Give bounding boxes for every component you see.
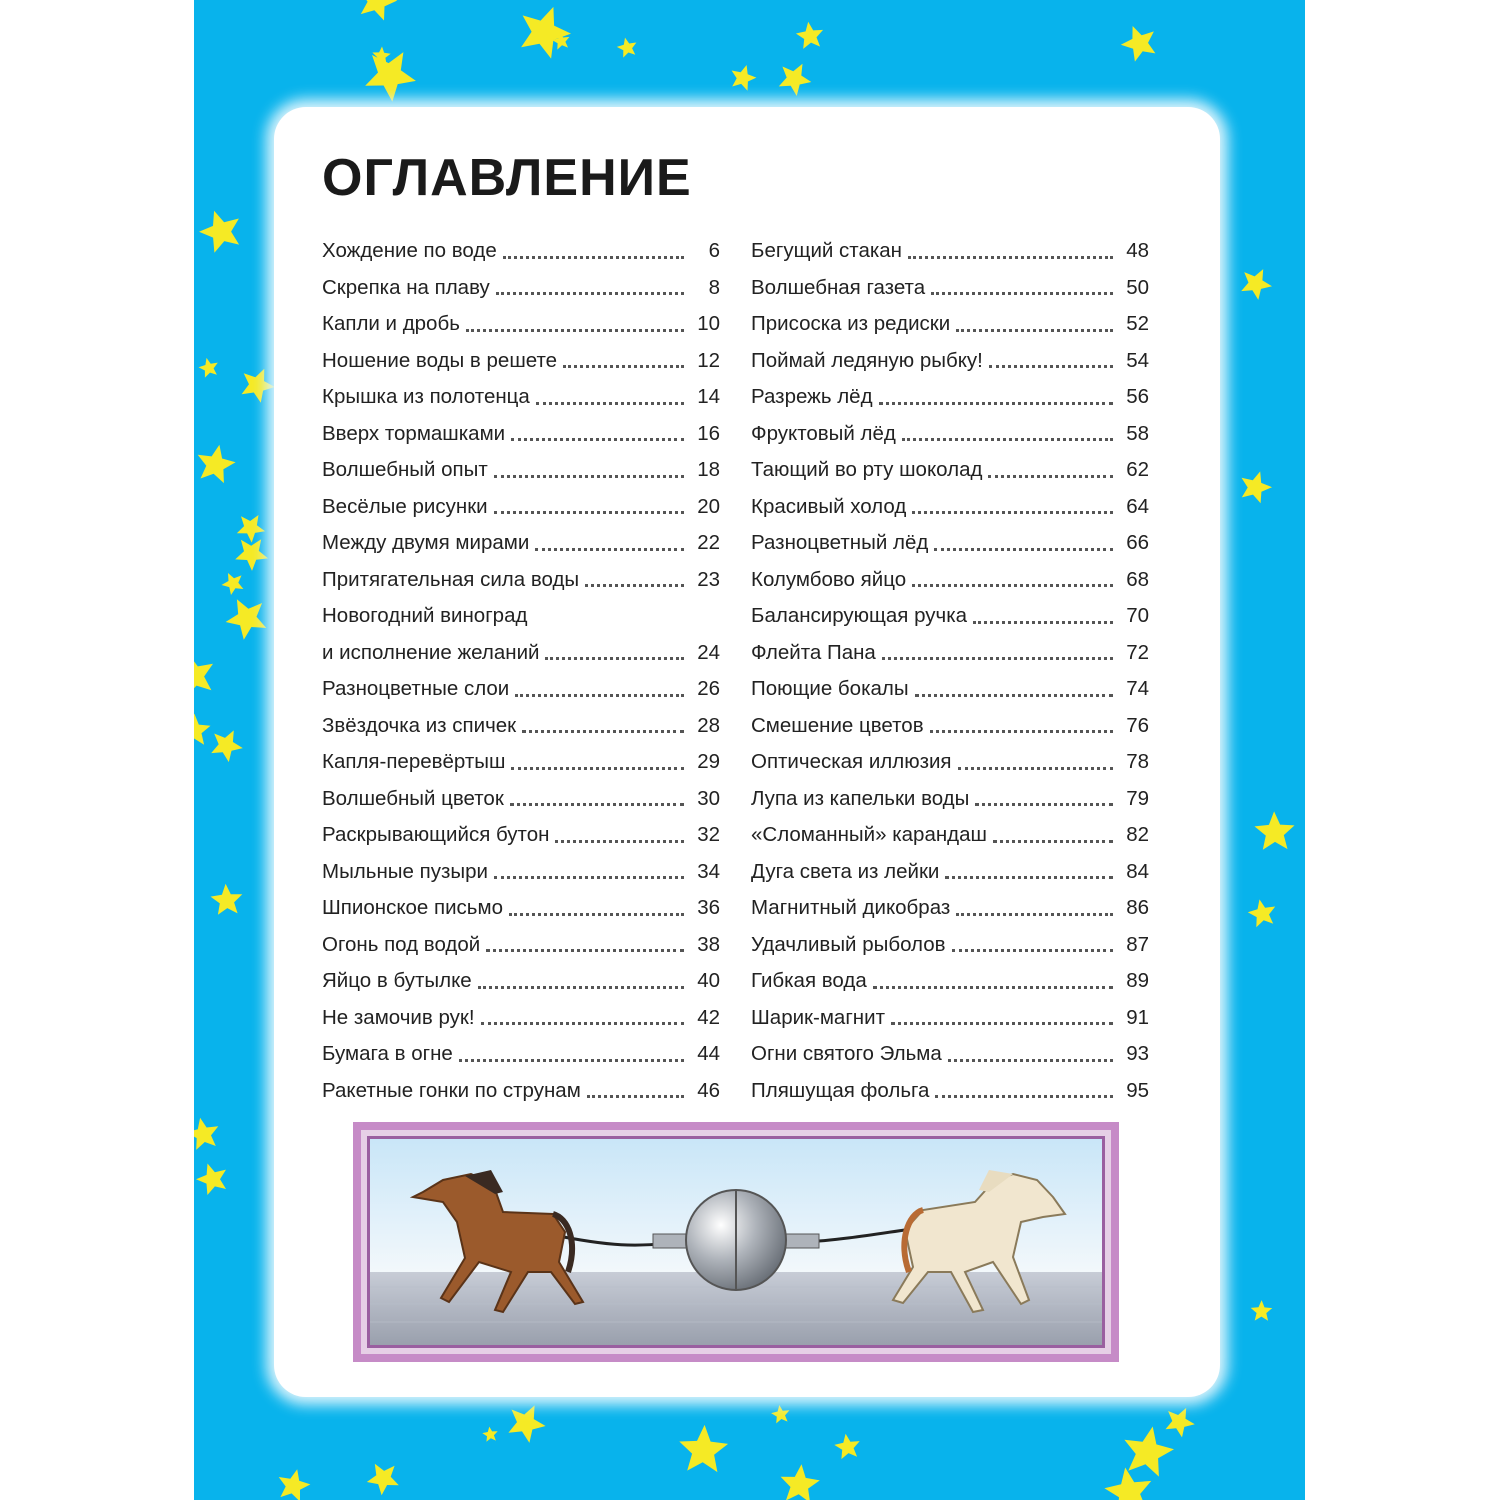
toc-entry-page: 70 xyxy=(1126,604,1149,628)
toc-entry-title: Капля-перевёртыш xyxy=(322,750,506,774)
dot-leader xyxy=(989,365,1113,368)
toc-entry-title: Хождение по воде xyxy=(322,239,497,263)
toc-entry-page: 93 xyxy=(1126,1042,1149,1066)
toc-entry[interactable] xyxy=(322,671,720,708)
toc-entry-title: Крышка из полотенца xyxy=(322,385,530,409)
toc-entry[interactable] xyxy=(322,744,720,781)
toc-entry[interactable] xyxy=(751,708,1149,745)
star-icon xyxy=(779,64,812,96)
toc-entry-page: 62 xyxy=(1126,458,1149,482)
toc-entry[interactable] xyxy=(751,525,1149,562)
dot-leader xyxy=(545,657,684,660)
toc-entry-title: Звёздочка из спичек xyxy=(322,713,517,737)
dot-leader xyxy=(535,548,684,551)
toc-column-right xyxy=(751,233,1149,1109)
star-icon xyxy=(1121,26,1156,62)
star-icon xyxy=(1255,811,1295,849)
star-icon xyxy=(732,65,757,91)
dot-leader xyxy=(510,803,684,806)
toc-entry-page: 76 xyxy=(1126,713,1149,737)
dot-leader xyxy=(555,840,684,843)
dot-leader xyxy=(915,694,1113,697)
star-icon xyxy=(781,1464,820,1500)
toc-entry[interactable] xyxy=(322,1073,720,1110)
star-icon xyxy=(834,1434,859,1459)
toc-entry[interactable] xyxy=(322,306,720,343)
dot-leader xyxy=(515,694,684,697)
star-icon xyxy=(482,1427,497,1442)
toc-entry[interactable] xyxy=(751,671,1149,708)
toc-entry-title: Магнитный дикобраз xyxy=(751,896,951,920)
dot-leader xyxy=(930,730,1113,733)
toc-entry-title: Вверх тормашками xyxy=(322,421,506,445)
dot-leader xyxy=(511,438,684,441)
book-page xyxy=(194,0,1305,1500)
dot-leader xyxy=(988,475,1113,478)
toc-entry[interactable] xyxy=(751,927,1149,964)
toc-entry[interactable] xyxy=(322,817,720,854)
star-icon xyxy=(771,1405,789,1423)
dot-leader xyxy=(459,1059,684,1062)
star-icon xyxy=(199,358,218,378)
toc-entry-title: Скрепка на плаву xyxy=(322,275,490,299)
dot-leader xyxy=(912,511,1113,514)
toc-entry-page: 82 xyxy=(1126,823,1149,847)
toc-column-left xyxy=(322,233,720,1109)
toc-entry-page: 38 xyxy=(697,932,720,956)
toc-entry-page: 78 xyxy=(1126,750,1149,774)
dot-leader xyxy=(902,438,1113,441)
toc-entry-page: 29 xyxy=(697,750,720,774)
toc-entry-title: Поймай ледяную рыбку! xyxy=(751,348,983,372)
toc-entry[interactable] xyxy=(751,635,1149,672)
toc-entry-page: 58 xyxy=(1126,421,1149,445)
toc-entry[interactable] xyxy=(751,343,1149,380)
star-icon xyxy=(1242,471,1273,503)
star-icon xyxy=(226,599,267,640)
star-icon xyxy=(796,22,823,49)
toc-entry-page: 74 xyxy=(1126,677,1149,701)
toc-entry[interactable] xyxy=(322,781,720,818)
toc-entry[interactable] xyxy=(751,452,1149,489)
toc-entry[interactable] xyxy=(751,306,1149,343)
toc-entry-title: Огонь под водой xyxy=(322,932,481,956)
toc-entry-title: Капли и дробь xyxy=(322,312,460,336)
dot-leader xyxy=(912,584,1113,587)
toc-entry-title: Дуга света из лейки xyxy=(751,859,940,883)
toc-entry-title: Разрежь лёд xyxy=(751,385,873,409)
dot-leader xyxy=(536,402,684,405)
toc-entry[interactable] xyxy=(751,562,1149,599)
star-icon xyxy=(360,0,398,21)
toc-entry-page: 95 xyxy=(1126,1078,1149,1102)
toc-entry-title: Пляшущая фольга xyxy=(751,1078,930,1102)
toc-entry-page: 91 xyxy=(1126,1005,1149,1029)
toc-entry-page: 84 xyxy=(1126,859,1149,883)
toc-entry-title: Огни святого Эльма xyxy=(751,1042,942,1066)
dot-leader xyxy=(935,1095,1113,1098)
toc-entry-title: Смешение цветов xyxy=(751,713,924,737)
toc-entry-title: Мыльные пузыри xyxy=(322,859,488,883)
star-icon xyxy=(211,884,243,915)
toc-entry-title: Разноцветные слои xyxy=(322,677,510,701)
toc-entry-page: 20 xyxy=(697,494,720,518)
toc-entry[interactable] xyxy=(322,1036,720,1073)
star-icon xyxy=(199,211,239,253)
toc-entry[interactable] xyxy=(322,343,720,380)
toc-entry-title: Поющие бокалы xyxy=(751,677,909,701)
toc-entry-title: Шарик-магнит xyxy=(751,1005,885,1029)
toc-entry[interactable] xyxy=(751,817,1149,854)
dot-leader xyxy=(509,913,684,916)
star-icon xyxy=(211,730,243,762)
toc-entry-page: 26 xyxy=(697,677,720,701)
toc-entry-page: 48 xyxy=(1126,239,1149,263)
star-icon xyxy=(1251,1300,1273,1321)
toc-entry-title: Красивый холод xyxy=(751,494,907,518)
toc-entry[interactable] xyxy=(322,562,720,599)
star-icon xyxy=(1248,899,1275,927)
toc-entry-page: 68 xyxy=(1126,567,1149,591)
toc-entry-title: Удачливый рыболов xyxy=(751,932,946,956)
toc-entry[interactable] xyxy=(751,854,1149,891)
toc-entry[interactable] xyxy=(751,598,1149,635)
star-icon xyxy=(1241,269,1272,300)
star-icon xyxy=(1104,1468,1151,1500)
toc-entry[interactable] xyxy=(751,270,1149,307)
toc-entry-title: Шпионское письмо xyxy=(322,896,503,920)
toc-entry-title: Колумбово яйцо xyxy=(751,567,907,591)
star-icon xyxy=(365,52,416,102)
toc-entry[interactable] xyxy=(322,379,720,416)
toc-entry-title: Тающий во рту шоколад xyxy=(751,458,983,482)
horses-illustration xyxy=(353,1122,1119,1362)
toc-entry-page: 54 xyxy=(1126,348,1149,372)
dot-leader xyxy=(958,767,1113,770)
toc-entry-page: 8 xyxy=(708,275,720,299)
toc-entry-page: 89 xyxy=(1126,969,1149,993)
toc-entry-title: Волшебная газета xyxy=(751,275,926,299)
dot-leader xyxy=(585,584,684,587)
toc-entry-page: 56 xyxy=(1126,385,1149,409)
toc-entry-page: 66 xyxy=(1126,531,1149,555)
dot-leader xyxy=(882,657,1113,660)
toc-entry-title: Флейта Пана xyxy=(751,640,876,664)
toc-entry-title: и исполнение желаний xyxy=(322,640,540,664)
toc-entry[interactable] xyxy=(322,890,720,927)
toc-entry-page: 72 xyxy=(1126,640,1149,664)
dot-leader xyxy=(956,913,1113,916)
toc-entry[interactable] xyxy=(751,1073,1149,1110)
toc-entry-page: 64 xyxy=(1126,494,1149,518)
toc-entry-title: Между двумя мирами xyxy=(322,531,530,555)
star-icon xyxy=(235,539,268,571)
dot-leader xyxy=(975,803,1113,806)
toc-entry-title: Раскрывающийся бутон xyxy=(322,823,550,847)
toc-entry[interactable] xyxy=(322,708,720,745)
page-title: ОГЛАВЛЕНИЕ xyxy=(322,149,692,207)
dot-leader xyxy=(891,1022,1113,1025)
toc-entry-title: Волшебный цветок xyxy=(322,786,504,810)
dot-leader xyxy=(563,365,684,368)
toc-entry-title: Присоска из редиски xyxy=(751,312,951,336)
toc-entry[interactable] xyxy=(322,635,720,672)
toc-entry[interactable] xyxy=(322,452,720,489)
star-icon xyxy=(196,1164,226,1196)
star-icon xyxy=(198,445,236,483)
dot-leader xyxy=(934,548,1113,551)
toc-entry-page: 86 xyxy=(1126,896,1149,920)
toc-entry[interactable] xyxy=(322,233,720,270)
dot-leader xyxy=(511,767,684,770)
toc-entry-title: Ракетные гонки по струнам xyxy=(322,1078,581,1102)
toc-entry-title: Ношение воды в решете xyxy=(322,348,558,372)
toc-entry-title: Яйцо в бутылке xyxy=(322,969,472,993)
dot-leader xyxy=(587,1095,684,1098)
dot-leader xyxy=(945,876,1113,879)
toc-entry-page: 18 xyxy=(697,458,720,482)
toc-entry-page: 46 xyxy=(697,1078,720,1102)
dot-leader xyxy=(948,1059,1113,1062)
toc-entry-page: 30 xyxy=(697,786,720,810)
toc-entry-page: 32 xyxy=(697,823,720,847)
toc-entry-page: 50 xyxy=(1126,275,1149,299)
star-icon xyxy=(1124,1427,1174,1477)
toc-entry-page: 40 xyxy=(697,969,720,993)
dot-leader xyxy=(466,329,684,332)
dot-leader xyxy=(879,402,1113,405)
toc-entry-page: 12 xyxy=(697,348,720,372)
toc-entry-title: «Сломанный» карандаш xyxy=(751,823,987,847)
toc-entry[interactable] xyxy=(751,379,1149,416)
star-icon xyxy=(194,1118,218,1150)
toc-entry-title: Не замочив рук! xyxy=(322,1005,475,1029)
toc-entry-title: Весёлые рисунки xyxy=(322,494,488,518)
dot-leader xyxy=(481,1022,684,1025)
toc-entry-page: 42 xyxy=(697,1005,720,1029)
toc-entry[interactable] xyxy=(751,1036,1149,1073)
toc-entry-title: Бегущий стакан xyxy=(751,239,902,263)
toc-entry[interactable] xyxy=(751,890,1149,927)
toc-entry-title: Волшебный опыт xyxy=(322,458,488,482)
toc-entry[interactable] xyxy=(322,963,720,1000)
toc-entry-page: 23 xyxy=(697,567,720,591)
star-icon xyxy=(237,515,265,543)
toc-entry[interactable] xyxy=(751,781,1149,818)
toc-entry-page: 6 xyxy=(708,239,720,263)
dot-leader xyxy=(486,949,684,952)
toc-entry-page: 24 xyxy=(697,640,720,664)
toc-entry[interactable] xyxy=(322,927,720,964)
toc-entry-title: Балансирующая ручка xyxy=(751,604,968,628)
toc-entry-page: 87 xyxy=(1126,932,1149,956)
dot-leader xyxy=(494,475,684,478)
toc-entry-page: 28 xyxy=(697,713,720,737)
star-icon xyxy=(194,714,211,745)
dot-leader xyxy=(873,986,1113,989)
dot-leader xyxy=(952,949,1113,952)
dot-leader xyxy=(931,292,1113,295)
star-icon xyxy=(242,369,275,403)
star-icon xyxy=(679,1425,728,1472)
toc-entry-title: Притягательная сила воды xyxy=(322,567,580,591)
toc-entry[interactable] xyxy=(322,270,720,307)
dot-leader xyxy=(522,730,684,733)
toc-entry[interactable] xyxy=(751,416,1149,453)
star-icon xyxy=(194,654,213,697)
toc-entry[interactable] xyxy=(751,233,1149,270)
star-icon xyxy=(222,573,244,595)
star-icon xyxy=(508,1405,545,1443)
dot-leader xyxy=(908,256,1113,259)
toc-entry-page: 44 xyxy=(697,1042,720,1066)
toc-entry-title: Оптическая иллюзия xyxy=(751,750,952,774)
star-icon xyxy=(279,1469,311,1500)
dot-leader xyxy=(973,621,1113,624)
toc-entry-page: 52 xyxy=(1126,312,1149,336)
dot-leader xyxy=(993,840,1113,843)
toc-entry-title: Гибкая вода xyxy=(751,969,867,993)
dot-leader xyxy=(478,986,684,989)
toc-entry[interactable] xyxy=(322,1000,720,1037)
star-icon xyxy=(367,1464,399,1496)
dot-leader xyxy=(956,329,1113,332)
toc-entry-page: 79 xyxy=(1126,786,1149,810)
toc-entry[interactable] xyxy=(751,489,1149,526)
toc-entry-title: Лупа из капельки воды xyxy=(751,786,970,810)
dot-leader xyxy=(503,256,684,259)
toc-entry[interactable] xyxy=(322,489,720,526)
toc-entry[interactable] xyxy=(751,744,1149,781)
toc-entry-title: Разноцветный лёд xyxy=(751,531,929,555)
star-icon xyxy=(521,7,571,59)
toc-entry[interactable] xyxy=(322,416,720,453)
toc-entry-title: Новогодний виноград xyxy=(322,604,528,628)
toc-entry[interactable] xyxy=(322,854,720,891)
toc-entry-page: 22 xyxy=(697,531,720,555)
toc-entry-title: Бумага в огне xyxy=(322,1042,453,1066)
dot-leader xyxy=(496,292,684,295)
toc-entry-page: 16 xyxy=(697,421,720,445)
dot-leader xyxy=(494,876,684,879)
toc-entry-title: Фруктовый лёд xyxy=(751,421,896,445)
toc-entry[interactable] xyxy=(322,525,720,562)
toc-entry[interactable] xyxy=(751,963,1149,1000)
star-icon xyxy=(617,38,637,58)
toc-entry-page: 10 xyxy=(697,312,720,336)
toc-entry-page: 14 xyxy=(697,385,720,409)
toc-entry-page: 34 xyxy=(697,859,720,883)
toc-entry[interactable] xyxy=(751,1000,1149,1037)
star-icon xyxy=(1166,1408,1195,1438)
toc-entry-page: 36 xyxy=(697,896,720,920)
toc-entry[interactable] xyxy=(322,598,720,635)
dot-leader xyxy=(494,511,684,514)
illustration-frame xyxy=(353,1122,1119,1362)
